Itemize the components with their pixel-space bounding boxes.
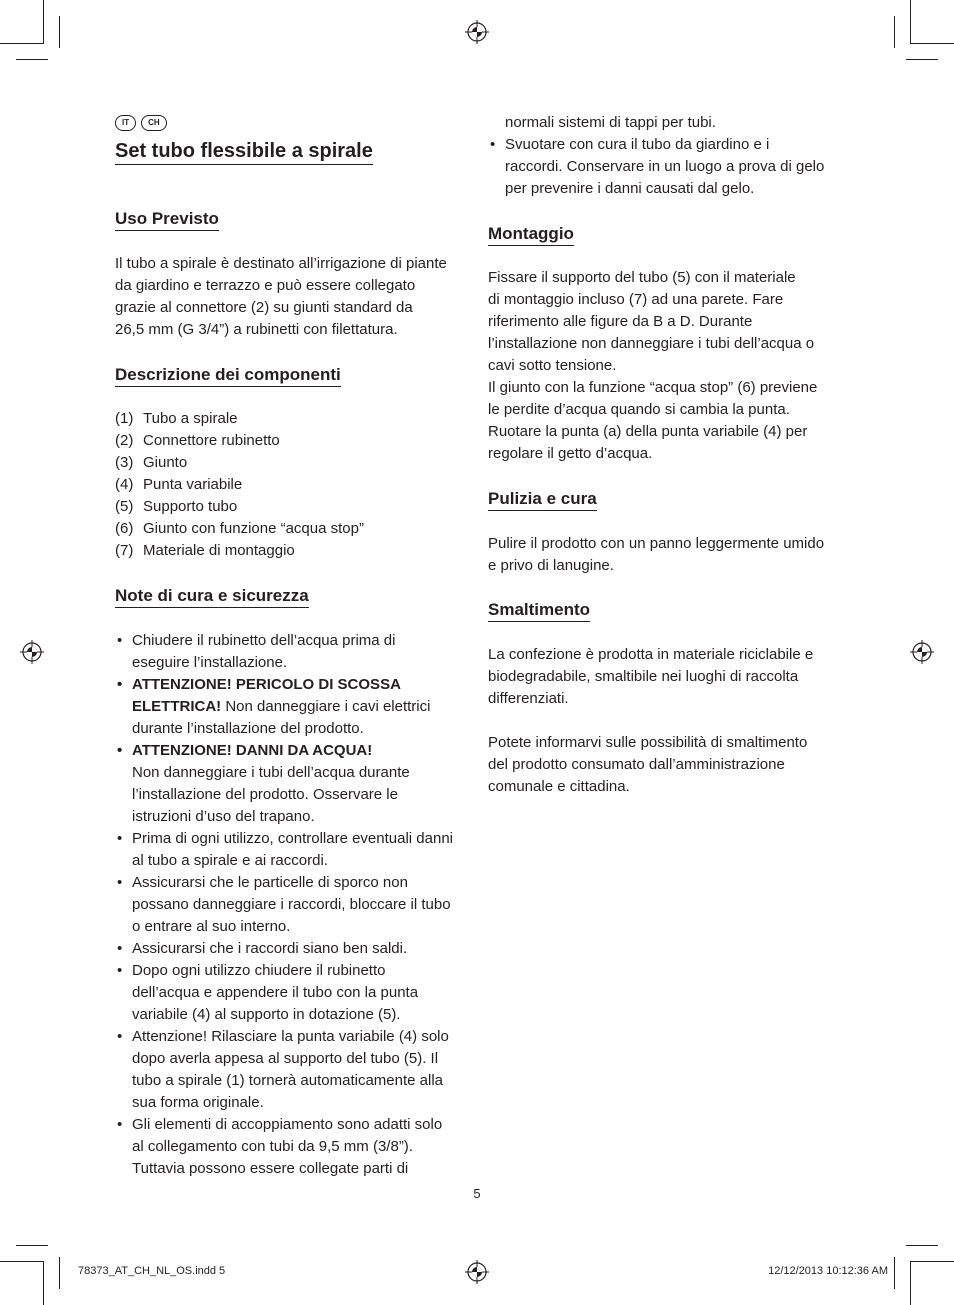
list-item: (4) Punta variabile [115,476,243,493]
list-item: • Assicurarsi che i raccordi siano ben saldi. [117,940,408,957]
heading-pulizia-cura: Pulizia e cura [488,488,597,511]
crop-mark [59,1257,60,1289]
paragraph-montaggio: Fissare il supporto del tubo (5) con il materiale di montaggio incluso (7) ad una parete. Fare riferimento alle figure da B a D. Durante l’installazione non danneggiare i tubi dell’acqua o cavi sotto tensione. Il giunto con la funzione “acqua stop” (6) previene le perdite d’acqua quando si cambia la punta. Ruotare la punta (a) della punta variabile (4) per regolare il getto d’acqua. [488,269,818,462]
slug-datetime: 12/12/2013 10:12:36 AM [768,1265,888,1277]
paragraph-smaltimento-2: Potete informarvi sulle possibilità di smaltimento del prodotto consumato dall’amministrazione comunale e cittadina. [488,734,808,795]
registration-mark-icon [465,20,489,44]
crop-mark [906,1245,938,1246]
country-badge-it: IT [115,115,136,131]
registration-mark-icon [20,640,44,664]
list-item-continuation: normali sistemi di tappi per tubi. [505,114,716,131]
safety-notes-list [115,630,453,1180]
list-item: • ATTENZIONE! PERICOLO DI SCOSSA ELETTRICA! Non danneggiare i cavi elettrici durante l’installazione del prodotto. [117,676,431,737]
page-title: Set tubo flessibile a spirale [115,139,373,165]
heading-uso-previsto: Uso Previsto [115,208,219,231]
paragraph-smaltimento-1: La confezione è prodotta in materiale riciclabile e biodegradabile, smaltibile nei luoghi di raccolta differenziati. [488,646,814,707]
crop-mark [43,1261,44,1305]
slug-filename: 78373_AT_CH_NL_OS.indd 5 [78,1265,226,1277]
components-list [115,408,364,562]
heading-descrizione-componenti: Descrizione dei componenti [115,364,341,387]
list-item: • Assicurarsi che le particelle di sporco non possano danneggiare i raccordi, bloccare il tubo o entrare al suo interno. [117,874,451,935]
list-item: • Dopo ogni utilizzo chiudere il rubinetto dell’acqua e appendere il tubo con la punta variabile (4) al supporto in dotazione (5). [117,962,419,1023]
page-number: 5 [473,1186,481,1201]
list-item: • Svuotare con cura il tubo da giardino e i raccordi. Conservare in un luogo a prova di gelo per prevenire i danni causati dal gelo. [490,136,825,197]
list-item: (1) Tubo a spirale [115,410,238,427]
country-badges [115,115,167,131]
safety-notes-list-continued [488,112,824,200]
list-item: (7) Materiale di montaggio [115,542,295,559]
list-item: (2) Connettore rubinetto [115,432,280,449]
crop-mark [894,1257,895,1289]
heading-smaltimento: Smaltimento [488,599,590,622]
crop-mark [0,43,44,44]
crop-mark [910,43,954,44]
list-item: • Attenzione! Rilasciare la punta variabile (4) solo dopo averla appesa al supporto del tubo (5). Il tubo a spirale (1) tornerà automaticamente alla sua forma originale. [117,1028,449,1111]
list-item: (6) Giunto con funzione “acqua stop” [115,520,364,537]
paragraph-uso-previsto: Il tubo a spirale è destinato all’irrigazione di piante da giardino e terrazzo e può essere collegato grazie al connettore (2) su giunti standard da 26,5 mm (G 3/4”) a rubinetti con filettatura. [115,255,447,338]
paragraph-pulizia-cura: Pulire il prodotto con un panno leggermente umido e privo di lanugine. [488,535,825,574]
crop-mark [16,59,48,60]
list-item: (5) Supporto tubo [115,498,238,515]
crop-mark [910,0,911,44]
registration-mark-icon [910,640,934,664]
crop-mark [0,1261,44,1262]
crop-mark [910,1261,954,1262]
list-item: (3) Giunto [115,454,188,471]
crop-mark [59,16,60,48]
crop-mark [910,1261,911,1305]
crop-mark [16,1245,48,1246]
heading-montaggio: Montaggio [488,223,574,246]
heading-note-sicurezza: Note di cura e sicurezza [115,585,309,608]
list-item: • Prima di ogni utilizzo, controllare eventuali danni al tubo a spirale e ai raccordi. [117,830,454,869]
crop-mark [894,16,895,48]
list-item: • ATTENZIONE! DANNI DA ACQUA! Non danneggiare i tubi dell’acqua durante l’installazione del prodotto. Osservare le istruzioni d’uso del trapano. [117,742,410,825]
list-item: • Gli elementi di accoppiamento sono adatti solo al collegamento con tubi da 9,5 mm (3/8”). Tuttavia possono essere collegate parti di [117,1116,443,1177]
country-badge-ch: CH [141,115,167,131]
crop-mark [43,0,44,44]
list-item: • Chiudere il rubinetto dell’acqua prima di eseguire l’installazione. [117,632,396,671]
registration-mark-icon [465,1260,489,1284]
crop-mark [906,59,938,60]
